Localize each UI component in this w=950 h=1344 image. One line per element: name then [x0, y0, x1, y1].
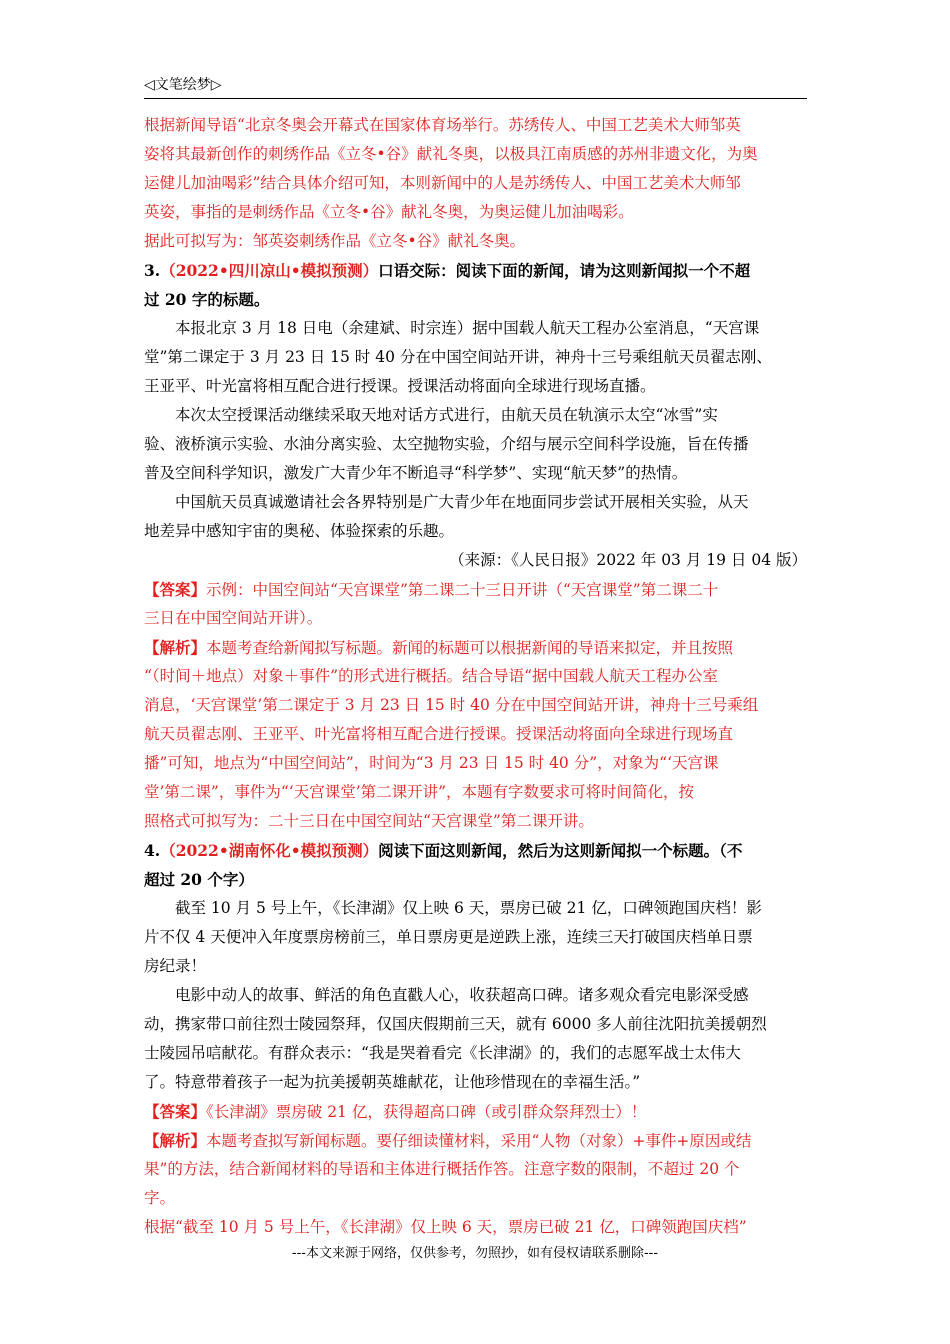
q3-analysis-line: 堂’第二课”，事件为“‘天宫课堂’第二课开讲”，本题有字数要求可将时间简化，按 [144, 783, 695, 801]
q4-passage-line: 房纪录！ [144, 957, 207, 975]
q4-analysis-line: 果”的方法，结合新闻材料的导语和主体进行概括作答。注意字数的限制，不超过 20 个 [144, 1160, 740, 1178]
q3-citation: （来源：《人民日报》2022 年 03 月 19 日 04 版） [449, 551, 807, 569]
q4-passage-line: 片不仅 4 天便冲入年度票房榜前三，单日票房更是逆跌上涨，连续三天打破国庆档单日票 [144, 928, 753, 946]
q4-answer-label: 【答案】 [144, 1102, 207, 1121]
q3-passage-line: 地差异中感知宇宙的奥秘、体验探索的乐趣。 [144, 522, 455, 540]
q3-passage-line: 本报北京 3 月 18 日电（余建斌、时宗连）据中国载人航天工程办公室消息，“天宫课 [175, 319, 760, 337]
q3-answer-label: 【答案】 [144, 580, 207, 599]
q4-analysis-line: 字。 [144, 1189, 176, 1207]
q3-analysis-line: 消息，‘天宫课堂’第二课定于 3 月 23 日 15 时 40 分在中国空间站开讲，神舟十三号乘组 [144, 696, 759, 714]
q4-analysis-label: 【解析】 [144, 1131, 207, 1150]
q4-passage-line: 截至 10 月 5 号上午，《长津湖》仅上映 6 天，票房已破 21 亿，口碑领跑国庆档！影 [175, 899, 762, 917]
q4-passage-line: 了。特意带着孩子一起为抗美援朝英雄献花，让他珍惜现在的幸福生活。” [144, 1073, 641, 1091]
q4-source: （2022•湖南怀化•模拟预测） [160, 841, 379, 860]
q3-number: 3. [144, 261, 161, 280]
q4-answer-text: 《长津湖》票房破 21 亿，获得超高口碑（或引群众祭拜烈士）！ [206, 1103, 647, 1121]
document-body [144, 111, 807, 1242]
q3-prompt-text: 口语交际：阅读下面的新闻，请为这则新闻拟一个不超 [378, 261, 751, 280]
q3-passage-line: 普及空间科学知识，激发广大青少年不断追寻“科学梦”、实现“航天梦”的热情。 [144, 464, 688, 482]
q2-analysis-line: 英姿，事指的是刺绣作品《立冬•谷》献礼冬奥，为奥运健儿加油喝彩。 [144, 203, 634, 221]
q4-analysis-line: 根据“截至 10 月 5 号上午，《长津湖》仅上映 6 天，票房已破 21 亿，口碑领跑国庆档” [144, 1218, 747, 1236]
q3-analysis-line: “（时间＋地点）对象＋事件”的形式进行概括。结合导语“据中国载人航天工程办公室 [144, 667, 719, 685]
q3-analysis-line: 照格式可拟写为：二十三日在中国空间站“天宫课堂”第二课开讲。 [144, 812, 594, 830]
q2-analysis-line: 姿将其最新创作的刺绣作品《立冬•谷》献礼冬奥，以极具江南质感的苏州非遗文化，为奥 [144, 145, 758, 163]
q3-analysis [144, 633, 807, 662]
q3-answer-cont: 三日在中国空间站开讲）。 [144, 609, 323, 627]
q3-prompt-cont: 过 20 字的标题。 [144, 290, 270, 309]
q4-analysis-text: 本题考查拟写新闻标题。要仔细读懂材料，采用“人物（对象）+事件+原因或结 [206, 1132, 752, 1150]
q3-source: （2022•四川凉山•模拟预测） [160, 261, 379, 280]
q3-passage-line: 王亚平、叶光富将相互配合进行授课。授课活动将面向全球进行现场直播。 [144, 377, 656, 395]
page-header [144, 74, 807, 99]
q3-analysis-label: 【解析】 [144, 638, 207, 657]
q3-passage-line: 验、液桥演示实验、水油分离实验、太空抛物实验，介绍与展示空间科学设施，旨在传播 [144, 435, 749, 453]
q3-passage-line: 本次太空授课活动继续采取天地对话方式进行，由航天员在轨演示太空“冰雪”实 [175, 406, 718, 424]
q3-answer-text: 示例：中国空间站“天宫课堂”第二课二十三日开讲（“天宫课堂”第二课二十 [206, 581, 719, 599]
q4-prompt-cont: 超过 20 个字） [144, 870, 254, 889]
q4-passage-line: 动，携家带口前往烈士陵园祭拜，仅国庆假期前三天，就有 6000 多人前往沈阳抗美援朝烈 [144, 1015, 767, 1033]
q3-analysis-text: 本题考查给新闻拟写标题。新闻的标题可以根据新闻的导语来拟定，并且按照 [206, 639, 734, 657]
q4-analysis [144, 1126, 807, 1155]
q3-answer [144, 575, 807, 604]
q2-analysis-line: 根据新闻导语“北京冬奥会开幕式在国家体育场举行。苏绣传人、中国工艺美术大师邹英 [144, 116, 741, 134]
page-footer: ---本文来源于网络，仅供参考，勿照抄，如有侵权请联系删除--- [291, 1246, 659, 1261]
header-title: ◁文笔绘梦▷ [144, 77, 222, 93]
q4-prompt [144, 836, 807, 865]
q3-prompt [144, 256, 807, 285]
q3-analysis-line: 航天员翟志刚、王亚平、叶光富将相互配合进行授课。授课活动将面向全球进行现场直 [144, 725, 734, 743]
q2-analysis-line: 据此可拟写为：邹英姿刺绣作品《立冬•谷》献礼冬奥。 [144, 232, 526, 250]
q4-prompt-text: 阅读下面这则新闻，然后为这则新闻拟一个标题。（不 [378, 841, 743, 860]
q4-passage-line: 士陵园吊唁献花。有群众表示：“我是哭着看完《长津湖》的，我们的志愿军战士太伟大 [144, 1044, 741, 1062]
q2-analysis-line: 运健儿加油喝彩”结合具体介绍可知，本则新闻中的人是苏绣传人、中国工艺美术大师邹 [144, 174, 741, 192]
q4-number: 4. [144, 841, 161, 860]
q3-passage-line: 堂”第二课定于 3 月 23 日 15 时 40 分在中国空间站开讲，神舟十三号乘组航天员翟志刚、 [144, 348, 772, 366]
q3-analysis-line: 播”可知，地点为“中国空间站”，时间为“3 月 23 日 15 时 40 分”，对象为“‘天宫课 [144, 754, 719, 772]
q4-answer [144, 1097, 807, 1126]
q3-passage-line: 中国航天员真诚邀请社会各界特别是广大青少年在地面同步尝试开展相关实验，从天 [175, 493, 749, 511]
q4-passage-line: 电影中动人的故事、鲜活的角色直戳人心，收获超高口碑。诸多观众看完电影深受感 [175, 986, 749, 1004]
